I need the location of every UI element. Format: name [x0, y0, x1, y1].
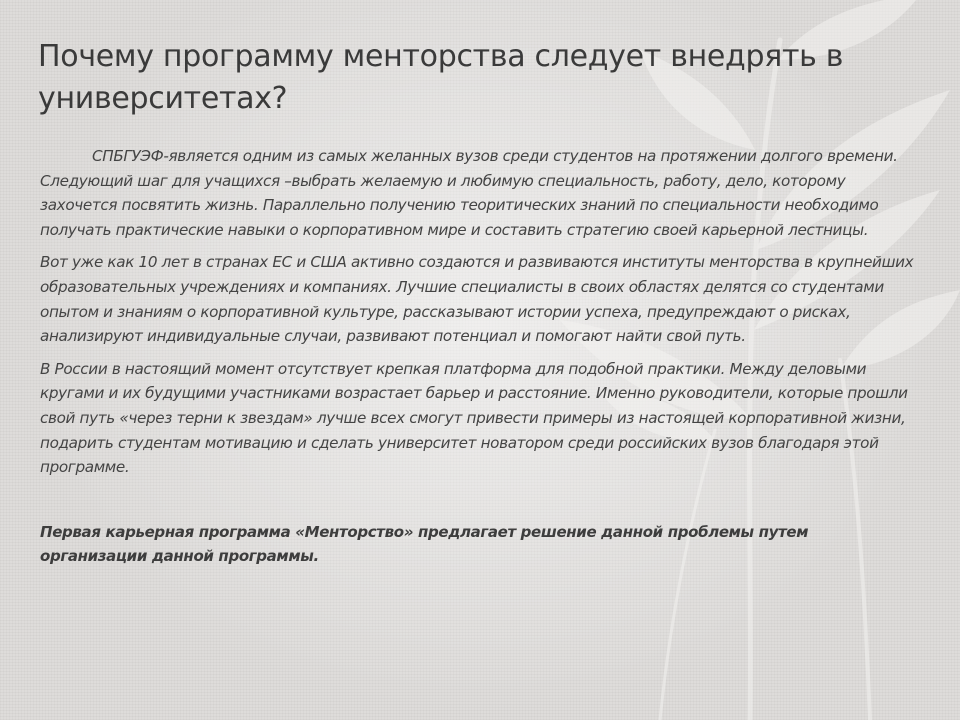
conclusion-text: Первая карьерная программа «Менторство» предлагает решение данной проблемы путем организации данной программы.: [40, 522, 809, 566]
paragraph-eu-usa-mentoring: Вот уже как 10 лет в странах ЕС и США активно создаются и развиваются институты менторства в крупнейших образовательных учреждениях и компаниях. Лучшие специалисты в своих областях делятся со студентами опытом и знаниям о корпоративной культуре, рассказывают истории успеха, предупреждают о рисках, анализируют индивидуальные случаи, развивают потенциал и помогают найти свой путь.: [40, 253, 914, 346]
slide-title: Почему программу менторства следует внедрять в университетах?: [38, 39, 844, 116]
slide-body: [40, 144, 918, 569]
paragraph-spbgueef: СПБГУЭФ-является одним из самых желанных вузов среди студентов на протяжении долгого времени. Следующий шаг для учащихся –выбрать желаемую и любимую специальность, работу, дело, которому захочется посвятить жизнь. Параллельно получению теоритических знаний по специальности необходимо получать практические навыки о корпоративном мире и составить стратегию своей карьерной лестницы.: [40, 147, 898, 239]
paragraph-russia: В России в настоящий момент отсутствует крепкая платформа для подобной практики. Между деловыми кругами и их будущими участниками возрастает барьер и расстояние. Именно руководители, которые прошли свой путь «через терни к звездам» лучше всех смогут привести примеры из настоящей корпоративной жизни, подарить студентам мотивацию и сделать университет новатором среди российских вузов благодаря этой программе.: [40, 359, 908, 477]
